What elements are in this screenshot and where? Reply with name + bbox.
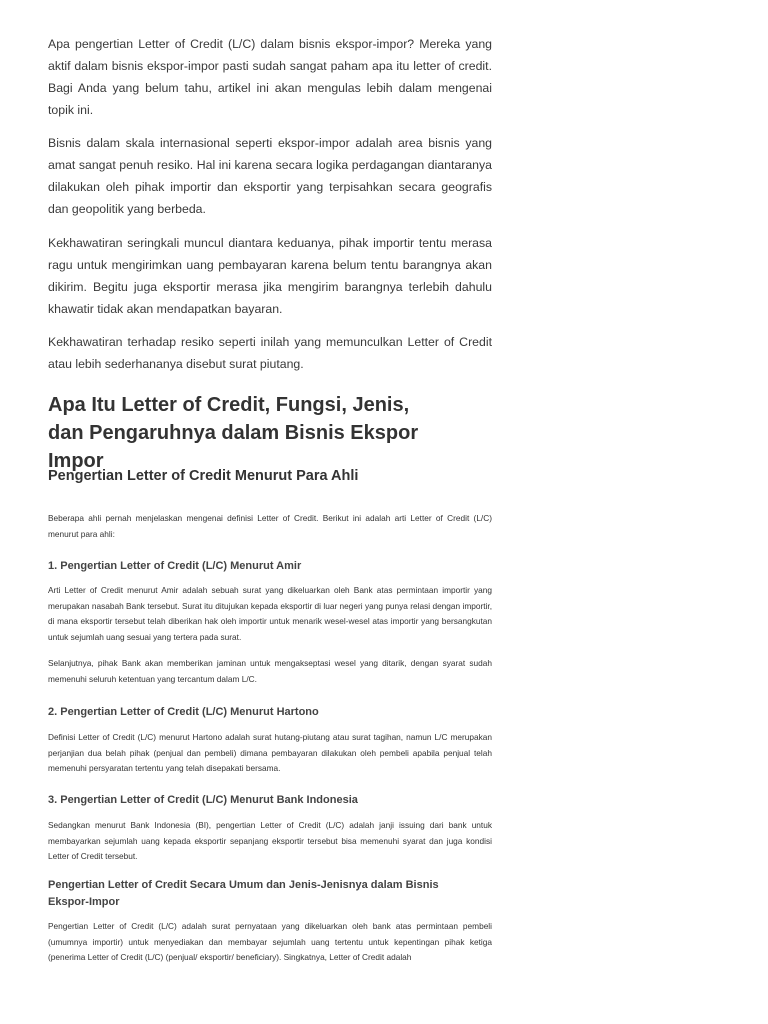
section-paragraph: Selanjutnya, pihak Bank akan memberikan jaminan untuk mengakseptasi wesel yang ditarik, dengan syarat sudah memenuhi seluruh ketentuan yang tercantum dalam L/C. [48, 658, 492, 684]
section-heading: 1. Pengertian Letter of Credit (L/C) Menurut Amir [48, 560, 302, 572]
article-subtitle: Pengertian Letter of Credit Menurut Para Ahli [48, 468, 359, 484]
article-title: Apa Itu Letter of Credit, Fungsi, Jenis, dan Pengaruhnya dalam Bisnis Ekspor Impor [48, 394, 419, 472]
intro-paragraph-3: Kekhawatiran seringkali muncul diantara keduanya, pihak importir tentu merasa ragu untuk mengirimkan uang pembayaran karena belum tentu barangnya akan dikirim. Begitu juga eksportir merasa jika mengirim barangnya terlebih dahulu khawatir tidak akan mendapatkan bayaran. [48, 236, 492, 316]
intro-paragraph-2: Bisnis dalam skala internasional seperti ekspor-impor adalah area bisnis yang amat sangat penuh resiko. Hal ini karena secara logika perdagangan diantaranya dilakukan oleh pihak importir dan eksportir yang terpisahkan secara geografis dan geopolitik yang berbeda. [48, 136, 492, 216]
section-paragraph: Pengertian Letter of Credit (L/C) adalah surat pernyataan yang dikeluarkan oleh bank atas permintaan pembeli (umumnya importir) untuk menyediakan dan membayar sejumlah uang tertentu untuk kepentingan pihak ketiga (penerima Letter of Credit (L/C) (penjual/ eksportir/ beneficiary). Singkatnya, Letter of Credit adalah [48, 921, 492, 962]
section-paragraph: Arti Letter of Credit menurut Amir adalah sebuah surat yang dikeluarkan oleh Bank atas permintaan importir yang merupakan nasabah Bank tersebut. Surat itu ditujukan kepada eksportir di luar negeri yang punya relasi dengan importir, di mana eksportir tersebut telah diberikan hak oleh importir untuk menarik wesel-wesel atas importir yang bersangkutan untuk sejumlah uang sesuai yang tertera pada surat. [48, 585, 492, 642]
intro-paragraph-4: Kekhawatiran terhadap resiko seperti inilah yang memunculkan Letter of Credit atau lebih sederhananya disebut surat piutang. [48, 335, 492, 371]
section-heading: 2. Pengertian Letter of Credit (L/C) Menurut Hartono [48, 706, 319, 718]
section-paragraph: Definisi Letter of Credit (L/C) menurut Hartono adalah surat hutang-piutang atau surat tagihan, namun L/C merupakan perjanjian dua belah pihak (penjual dan pembeli) dimana pembayaran dilakukan oleh pembeli apabila penjual telah memenuhi persyaratan tertentu yang telah disepakati bersama. [48, 732, 492, 773]
section-paragraph: Sedangkan menurut Bank Indonesia (BI), pengertian Letter of Credit (L/C) adalah janji issuing dari bank untuk membayarkan sejumlah uang kepada eksportir sepanjang eksportir tersebut bisa memenuhi syarat dan juga kondisi Letter of Credit tersebut. [48, 820, 492, 861]
intro-paragraph-1: Apa pengertian Letter of Credit (L/C) dalam bisnis ekspor-impor? Mereka yang aktif dalam bisnis ekspor-impor pasti sudah sangat paham apa itu letter of credit. Bagi Anda yang belum tahu, artikel ini akan mengulas lebih dalam mengenai topik ini. [48, 37, 492, 117]
section-heading: Pengertian Letter of Credit Secara Umum dan Jenis-Jenisnya dalam Bisnis Ekspor-Impor [48, 879, 439, 908]
section-heading: 3. Pengertian Letter of Credit (L/C) Menurut Bank Indonesia [48, 794, 358, 806]
lead-paragraph: Beberapa ahli pernah menjelaskan mengenai definisi Letter of Credit. Berikut ini adalah arti Letter of Credit (L/C) menurut para ahli: [48, 513, 492, 539]
